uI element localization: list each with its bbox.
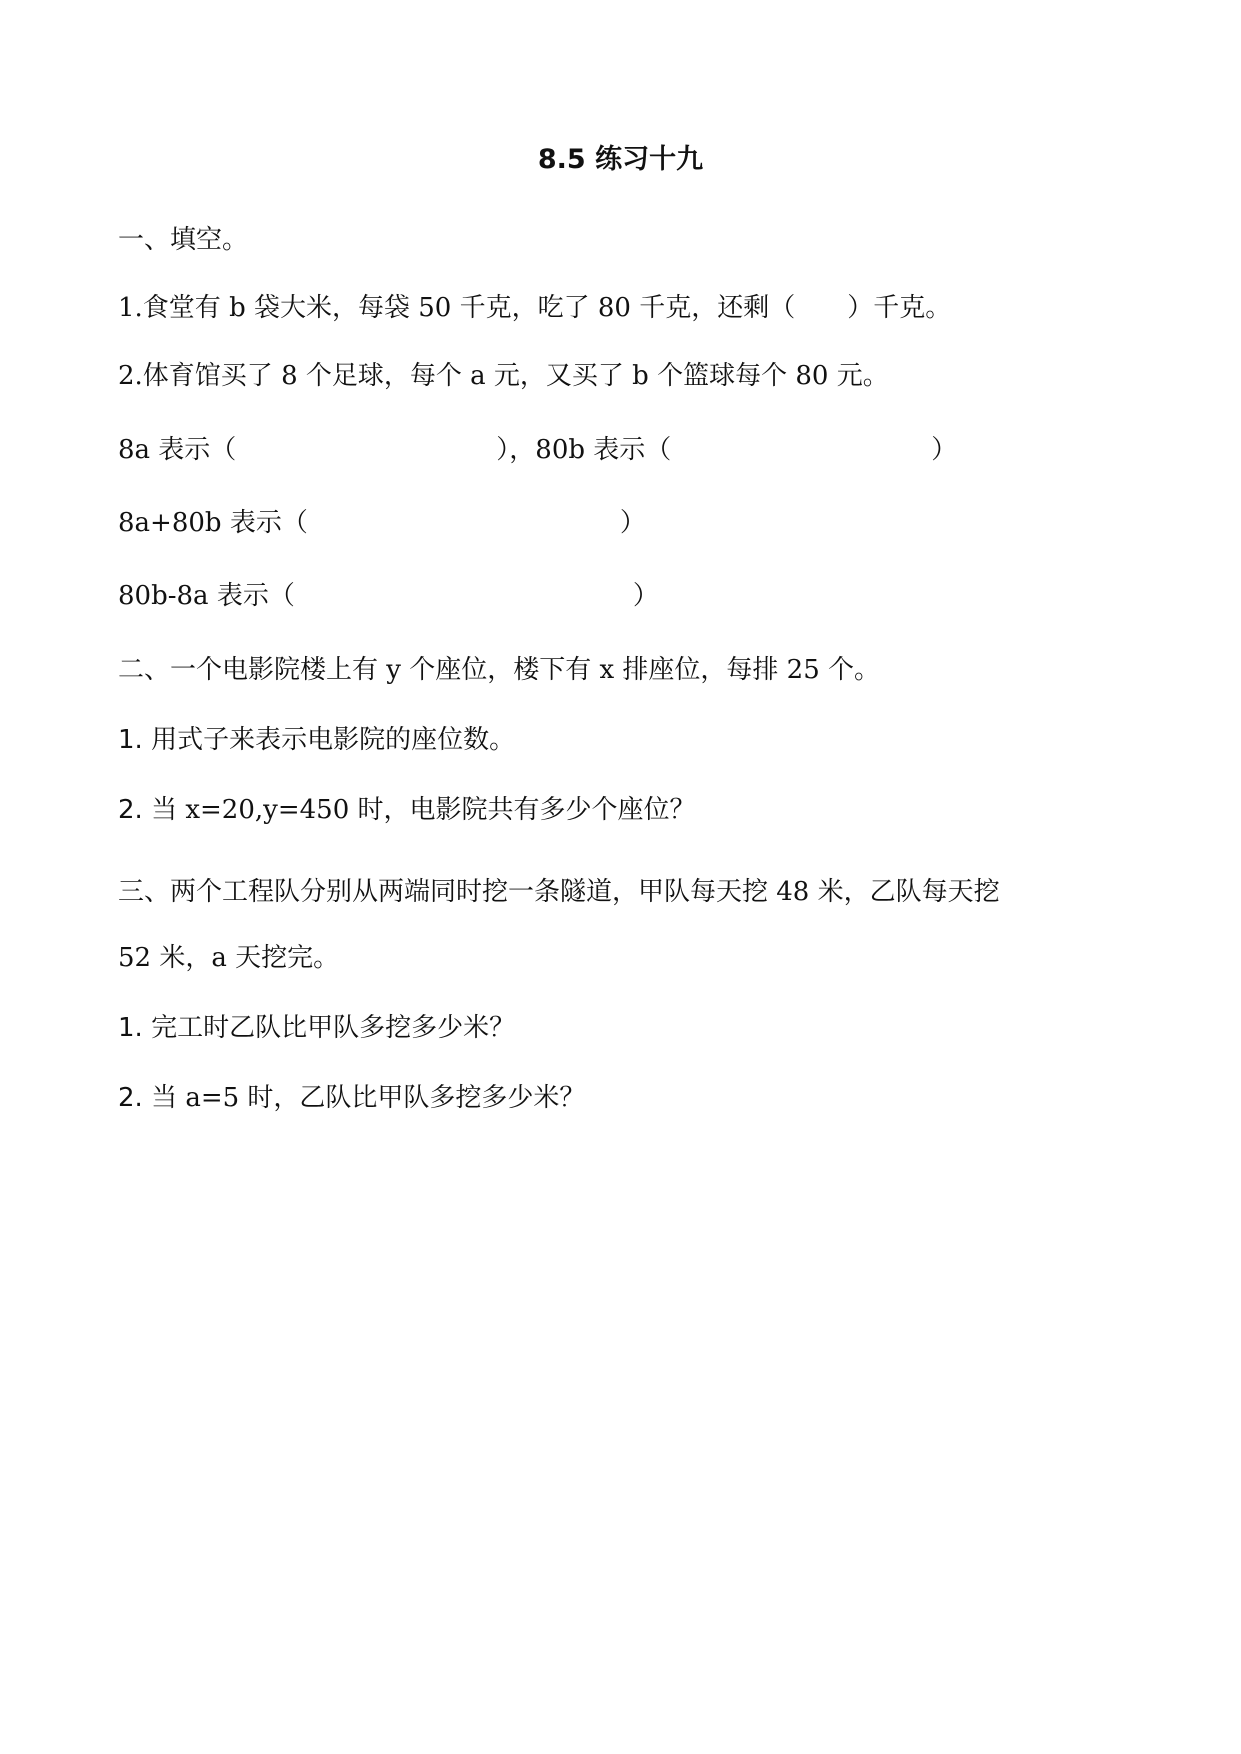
section3-question-2-text: 当 a=5 时，乙队比甲队多挖多少米？ <box>142 1083 586 1113</box>
section1-question-2-blank-2: 8a+80b 表示（ ） <box>118 508 646 538</box>
section3-question-1-number: 1. <box>118 1013 143 1043</box>
section3-question-2 <box>118 1080 585 1116</box>
section1-heading: 一、填空。 <box>118 225 249 255</box>
section2-question-2 <box>118 792 696 828</box>
section3-question-1 <box>118 1010 515 1046</box>
section1-question-2: 2.体育馆买了 8 个足球，每个 a 元，又买了 b 个篮球每个 80 元。 <box>118 361 889 391</box>
section3-question-1-text: 完工时乙队比甲队多挖多少米？ <box>142 1013 516 1043</box>
section2-question-1-text: 用式子来表示电影院的座位数。 <box>142 725 516 755</box>
section2-heading: 二、一个电影院楼上有 y 个座位，楼下有 x 排座位，每排 25 个。 <box>118 655 881 685</box>
section1-question-1: 1.食堂有 b 袋大米，每袋 50 千克，吃了 80 千克，还剩（ ）千克。 <box>118 293 952 323</box>
page-title: 8.5 练习十九 <box>537 144 704 175</box>
section3-question-2-number: 2. <box>118 1083 143 1113</box>
section3-heading-line-1: 三、两个工程队分别从两端同时挖一条隧道，甲队每天挖 48 米，乙队每天挖 <box>118 877 1000 907</box>
section2-question-2-text: 当 x=20,y=450 时，电影院共有多少个座位？ <box>142 795 696 825</box>
section2-question-2-number: 2. <box>118 795 143 825</box>
section1-question-2-blank-1: 8a 表示（ ），80b 表示（ ） <box>118 435 958 465</box>
section3-heading-line-2: 52 米，a 天挖完。 <box>118 943 340 973</box>
section2-question-1-number: 1. <box>118 725 143 755</box>
section1-question-2-blank-3: 80b-8a 表示（ ） <box>118 581 659 611</box>
section2-question-1 <box>118 722 515 758</box>
